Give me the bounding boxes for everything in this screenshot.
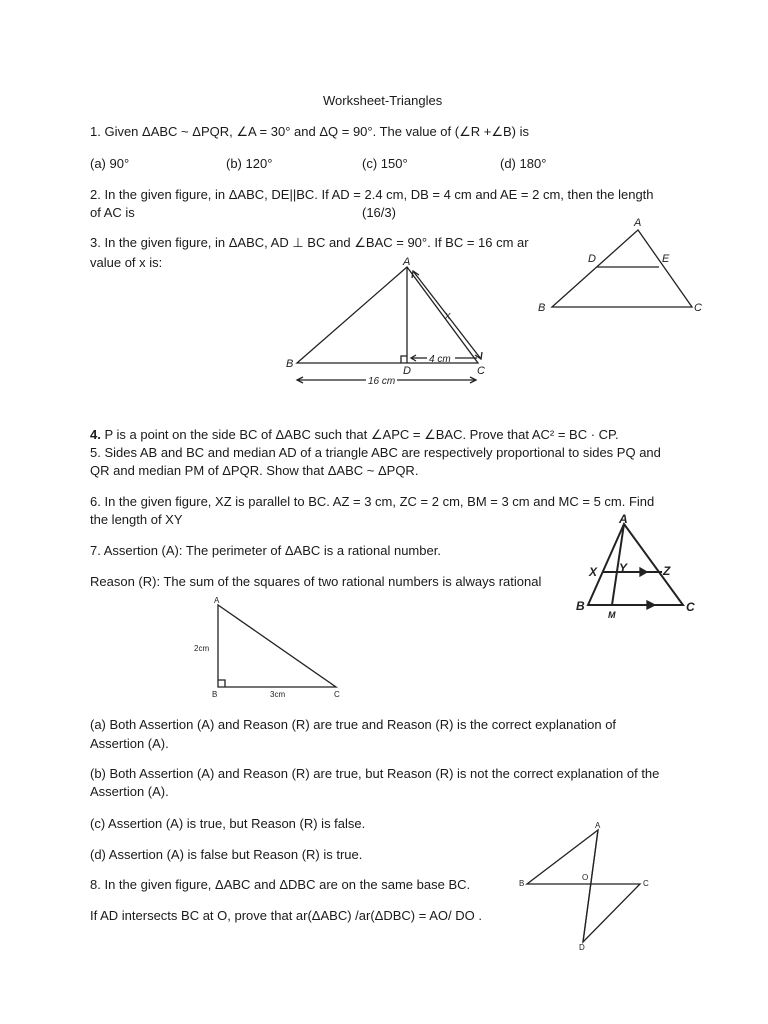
question-7-option-a-line-2: Assertion (A). xyxy=(90,736,169,751)
question-8-line-1: 8. In the given figure, ΔABC and ΔDBC are on the same base BC. xyxy=(90,877,471,892)
label-b: B xyxy=(286,358,294,370)
question-4-number: 4. xyxy=(90,427,101,442)
label-a: A xyxy=(634,217,642,229)
question-5-line-2: QR and median PM of ΔPQR. Show that ΔABC ~ ΔPQR. xyxy=(90,463,419,478)
question-3-line-2: value of x is: xyxy=(90,255,163,270)
quadrilateral-abdc xyxy=(527,830,640,942)
label-m: M xyxy=(608,610,616,620)
question-2-answer: (16/3) xyxy=(362,205,396,220)
label-bc: 3cm xyxy=(270,690,286,699)
label-e: E xyxy=(662,253,670,265)
question-7-option-d: (d) Assertion (A) is false but Reason (R) is true. xyxy=(90,847,363,862)
question-1-option-c: (c) 150° xyxy=(362,156,408,171)
question-1-option-b: (b) 120° xyxy=(226,156,273,171)
label-x: x xyxy=(445,310,451,322)
label-c: C xyxy=(686,600,695,614)
label-d: D xyxy=(403,365,411,377)
label-b: B xyxy=(519,879,525,888)
label-a: A xyxy=(403,256,411,268)
question-1-option-d: (d) 180° xyxy=(500,156,547,171)
right-angle-mark xyxy=(218,680,225,687)
question-7-option-b-line-2: Assertion (A). xyxy=(90,784,169,799)
page-title: Worksheet-Triangles xyxy=(323,93,443,108)
figure-altitude-ad xyxy=(283,255,498,390)
question-3-line-1: 3. In the given figure, in ΔABC, AD ⊥ BC and ∠BAC = 90°. If BC = 16 cm ar xyxy=(90,235,529,250)
question-8-line-2: If AD intersects BC at O, prove that ar(ΔABC) /ar(ΔDBC) = AO/ DO . xyxy=(90,908,482,923)
question-7-reason: Reason (R): The sum of the squares of two rational numbers is always rational xyxy=(90,574,542,589)
label-bc: 16 cm xyxy=(368,376,396,387)
question-7-assertion: 7. Assertion (A): The perimeter of ΔABC is a rational number. xyxy=(90,543,441,558)
triangle-abc xyxy=(552,230,692,307)
label-d: D xyxy=(579,943,585,952)
question-6-line-1: 6. In the given figure, XZ is parallel to BC. AZ = 3 cm, ZC = 2 cm, BM = 3 cm and MC = 5 cm. Find xyxy=(90,494,655,509)
figure-background xyxy=(587,512,697,620)
label-b: B xyxy=(576,599,585,613)
label-dc: 4 cm xyxy=(429,354,451,365)
figure-quadrilateral-abdc xyxy=(515,820,660,950)
label-a: A xyxy=(619,512,628,526)
label-y: Y xyxy=(619,561,628,575)
label-b: B xyxy=(212,690,218,699)
question-6-line-2: the length of XY xyxy=(90,512,183,527)
question-7-option-b-line-1: (b) Both Assertion (A) and Reason (R) are true, but Reason (R) is not the correct explanation of the xyxy=(90,766,660,781)
label-c: C xyxy=(643,879,649,888)
question-3-line-1-clip xyxy=(90,234,533,252)
label-c: C xyxy=(694,302,702,314)
triangle-abc xyxy=(297,267,478,363)
figure-right-triangle xyxy=(190,595,350,705)
label-d: D xyxy=(588,253,596,265)
question-5-line-1: 5. Sides AB and BC and median AD of a triangle ABC are respectively proportional to sides PQ and xyxy=(90,445,661,460)
label-c: C xyxy=(477,365,485,377)
label-b: B xyxy=(538,302,546,314)
label-a: A xyxy=(214,596,220,605)
question-4-body: P is a point on the side BC of ΔABC such that ∠APC = ∠BAC. Prove that AC² = BC · CP. xyxy=(100,427,619,442)
label-c: C xyxy=(334,690,340,699)
question-1-option-a: (a) 90° xyxy=(90,156,130,171)
question-4-text xyxy=(90,426,619,443)
question-7-option-c: (c) Assertion (A) is true, but Reason (R) is false. xyxy=(90,816,366,831)
question-7-option-a-line-1: (a) Both Assertion (A) and Reason (R) are true and Reason (R) is the correct explanation of xyxy=(90,717,617,732)
label-z: Z xyxy=(663,564,671,578)
label-a: A xyxy=(595,821,601,830)
right-angle-mark xyxy=(401,356,407,363)
diagonal-ad xyxy=(583,830,598,942)
question-2-line-2: of AC is xyxy=(90,205,135,220)
question-2-line-1: 2. In the given figure, in ΔABC, DE||BC. If AD = 2.4 cm, DB = 4 cm and AE = 2 cm, then the length xyxy=(90,187,654,202)
question-1-text: 1. Given ΔABC ~ ΔPQR, ∠A = 30° and ΔQ = 90°. The value of (∠R +∠B) is xyxy=(90,124,529,139)
figure-xz-parallel-bc xyxy=(573,512,703,622)
label-x: X xyxy=(589,565,598,579)
label-o: O xyxy=(582,873,589,882)
triangle-abc xyxy=(218,605,336,687)
label-ab: 2cm xyxy=(194,644,210,653)
figure-de-parallel-bc xyxy=(530,213,710,318)
